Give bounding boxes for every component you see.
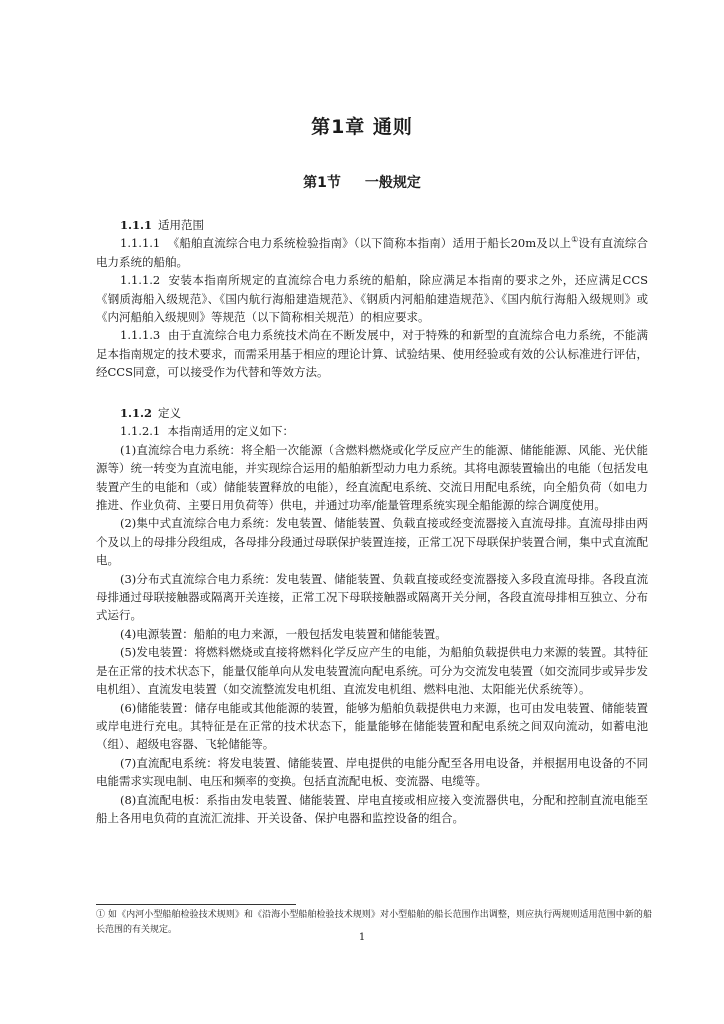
clause-1-1-1-3: [96, 326, 648, 381]
subsection-title: 适用范围: [158, 218, 205, 232]
subsection-heading: [96, 404, 648, 422]
definition-item: (6)储能装置：储存电能或其他能源的装置，能够为船舶负载提供电力来源，也可由发电装置、储能装置或岸电进行充电。其特征是在正常的技术状态下，能量能够在储能装置和配电系统之间双向流动，如蓄电池（组）、超级电容器、飞轮储能等。: [96, 700, 648, 752]
definition-item: (7)直流配电系统：将发电装置、储能装置、岸电提供的电能分配至各用电设备，并根据用电设备的不同电能需求实现电制、电压和频率的变换。包括直流配电板、变流器、电缆等。: [96, 755, 648, 789]
footnote-divider: [96, 904, 296, 905]
chapter-title: 第1章 通则: [311, 116, 413, 138]
subsection-title: 定义: [158, 406, 182, 420]
clause-text: 由于直流综合电力系统技术尚在不断发展中，对于特殊的和新型的直流综合电力系统，不能满足本指南规定的技术要求，而需采用基于相应的理论计算、试验结果、使用经验或有效的公认标准进行评估，经CCS同意，可以接受作为代替和等效方法。: [96, 328, 649, 380]
clause-1-1-2-1: [96, 422, 648, 440]
clause-number: 1.1.1.2: [120, 273, 161, 288]
clause-text: 《船舶直流综合电力系统检验指南》（以下简称本指南）适用于船长20m及以上: [167, 236, 572, 251]
section-1-1-1: [96, 216, 648, 382]
clause-1-1-1-1: [96, 234, 648, 271]
clause-number: 1.1.1.3: [120, 328, 161, 343]
footnote-marker: ①: [571, 235, 579, 245]
subsection-heading: [96, 216, 648, 234]
clause-text: 本指南适用的定义如下：: [167, 424, 295, 439]
section-title: [0, 172, 724, 192]
section-1-1-2: [96, 404, 648, 827]
subsection-number: 1.1.1: [120, 218, 153, 232]
subsection-number: 1.1.2: [120, 406, 153, 420]
clause-number: 1.1.1.1: [120, 236, 161, 251]
clause-text: 安装本指南所规定的直流综合电力系统的船舶，除应满足本指南的要求之外，还应满足CCS《钢质海船入级规范》、《国内航行海船建造规范》、《钢质内河船舶建造规范》、《国内航行海船入级规则》或《内河船舶入级规则》等规范（以下简称相关规范）的相应要求。: [96, 273, 648, 325]
definition-item: (1)直流综合电力系统：将全船一次能源（含燃料燃烧或化学反应产生的能源、储能能源、风能、光伏能源等）统一转变为直流电能，并实现综合运用的船舶新型动力电力系统。其将电源装置输出的电能（包括发电装置产生的电能和（或）储能装置释放的电能），经直流配电系统、交流日用配电系统，向全船负荷（如电力推进、作业负荷、主要日用负荷等）供电，并通过功率/能量管理系统实现全船能源的综合调度使用。: [96, 442, 648, 513]
definition-item: (3)分布式直流综合电力系统：发电装置、储能装置、负载直接或经变流器接入多段直流母排。各段直流母排通过母联接触器或隔离开关连接，正常工况下母联接触器或隔离开关分闸，各段直流母排相互独立、分布式运行。: [96, 571, 648, 623]
footnote: ① 如《内河小型船舶检验技术规则》和《沿海小型船舶检验技术规则》对小型船舶的船长范围作出调整，则应执行两规则适用范围中新的船长范围的有关规定。: [96, 910, 652, 935]
section-name: 一般规定: [364, 175, 421, 191]
definition-item: (4)电源装置：船舶的电力来源，一般包括发电装置和储能装置。: [120, 626, 447, 641]
clause-number: 1.1.2.1: [120, 424, 161, 439]
definition-item: (2)集中式直流综合电力系统：发电装置、储能装置、负载直接或经变流器接入直流母排。直流母排由两个及以上的母排分段组成，各母排分段通过母联保护装置连接，正常工况下母联保护装置合闸，集中式直流配电。: [96, 516, 648, 568]
clause-text-tail: 设有直流综合电力系统的船舶。: [96, 236, 649, 269]
clause-1-1-1-2: [96, 271, 648, 326]
section-label: 第1节: [303, 175, 341, 191]
definition-item: (5)发电装置：将燃料燃烧或直接将燃料化学反应产生的电能，为船舶负载提供电力来源的装置。其特征是在正常的技术状态下，能量仅能单向从发电装置流向配电系统。可分为交流发电装置（如交流同步或异步发电机组）、直流发电装置（如交流整流发电机组、直流发电机组、燃料电池、太阳能光伏系统等）。: [96, 645, 648, 697]
page-number: 1: [358, 932, 366, 943]
definition-item: (8)直流配电板：系指由发电装置、储能装置、岸电直接或相应接入变流器供电，分配和控制直流电能至船上各用电负荷的直流汇流排、开关设备、保护电器和监控设备的组合。: [96, 792, 648, 825]
